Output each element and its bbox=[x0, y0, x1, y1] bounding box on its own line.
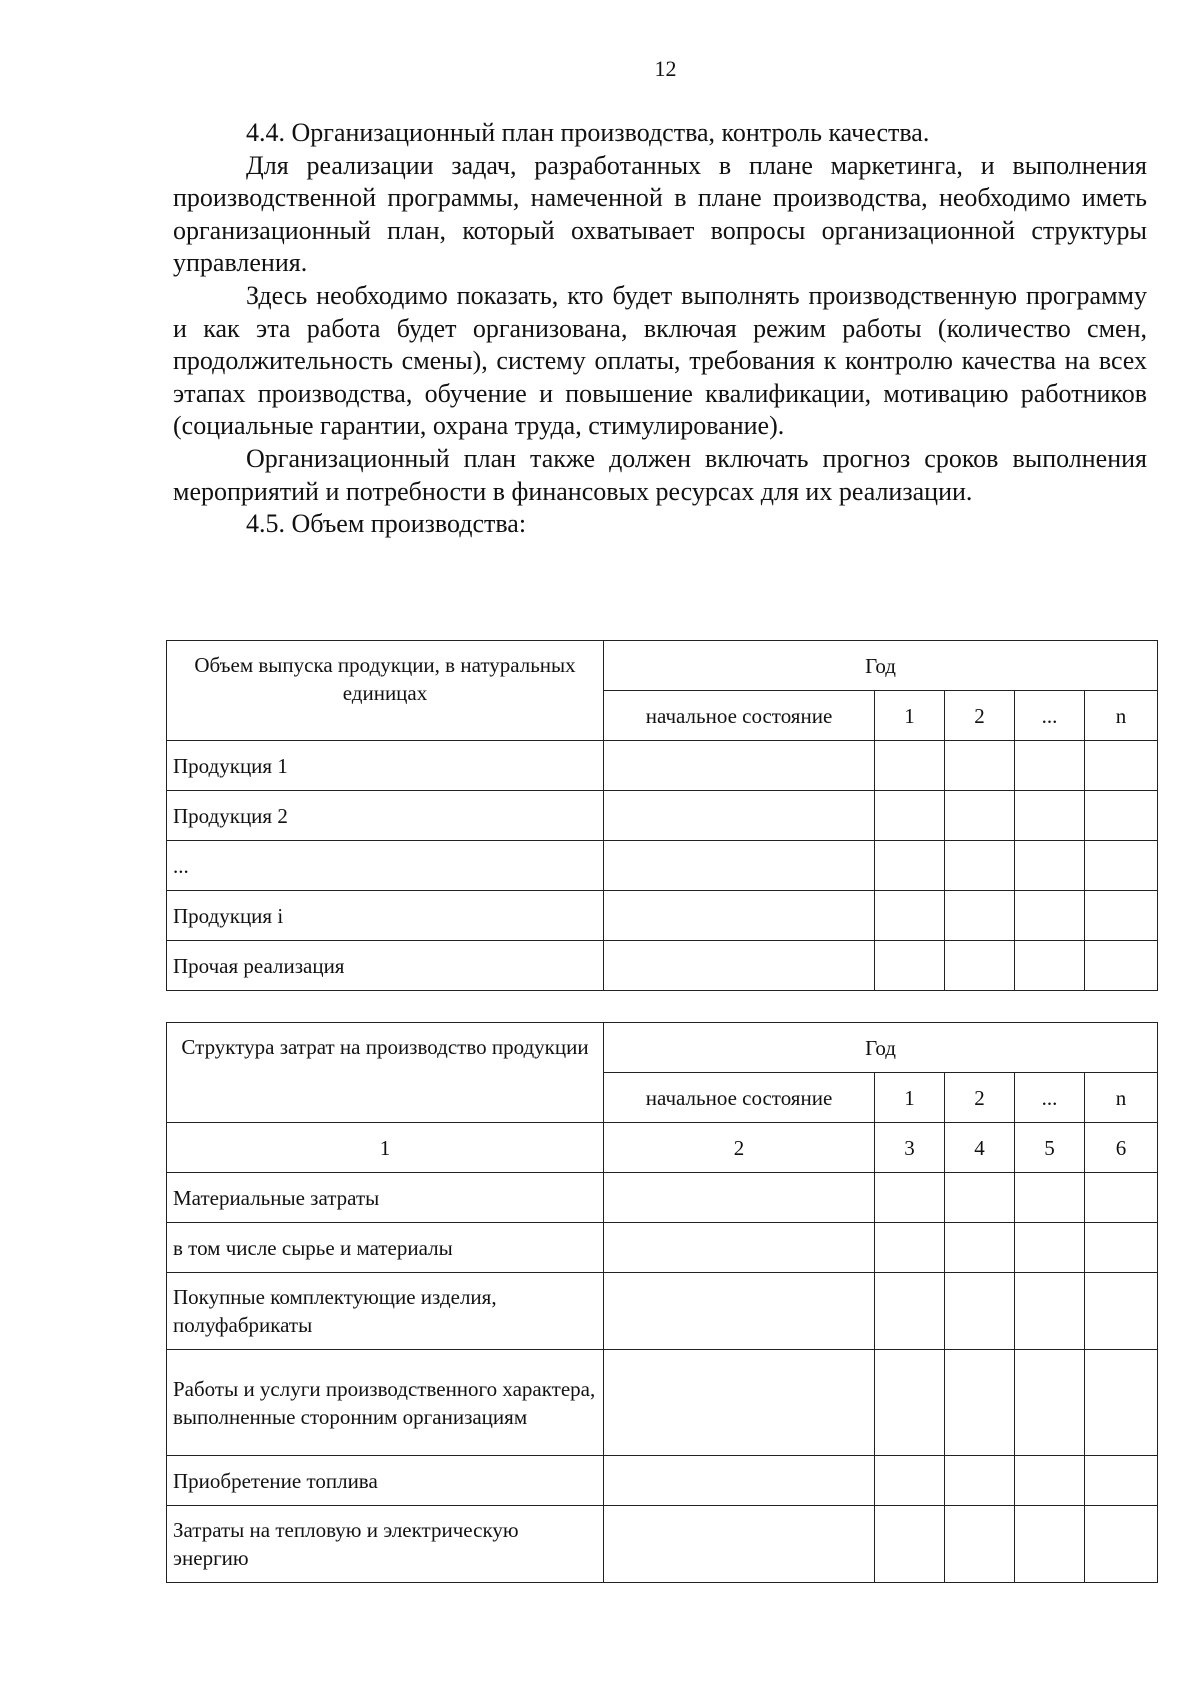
table-cell[interactable] bbox=[1015, 1273, 1085, 1350]
table-cell[interactable] bbox=[875, 1506, 945, 1583]
section-4-4-paragraph-2: Здесь необходимо показать, кто будет выполнять производственную программу и как эта работа будет организована, включая режим работы (количество смен, продолжительность смены), систему оплаты, требования к контролю качества на всех этапах производства, обучение и повышение квалификации, мотивацию работников (социальные гарантии, охрана труда, стимулирование). bbox=[173, 280, 1147, 441]
column-number: 6 bbox=[1085, 1123, 1158, 1173]
table-cell[interactable] bbox=[604, 841, 875, 891]
volume-header-cell: Объем выпуска продукции, в натуральных единицах bbox=[167, 641, 604, 741]
table-cell[interactable] bbox=[875, 1273, 945, 1350]
subheader-year-2: 2 bbox=[945, 691, 1015, 741]
table-cell[interactable] bbox=[875, 1223, 945, 1273]
table-cell[interactable] bbox=[1085, 1173, 1158, 1223]
table-cell[interactable] bbox=[945, 741, 1015, 791]
row-label: Покупные комплектующие изделия, полуфабрикаты bbox=[167, 1273, 604, 1350]
table-cell[interactable] bbox=[1085, 891, 1158, 941]
table-cell[interactable] bbox=[604, 1350, 875, 1456]
table-cell[interactable] bbox=[1085, 1350, 1158, 1456]
row-label: Продукция i bbox=[167, 891, 604, 941]
table-cell[interactable] bbox=[875, 1173, 945, 1223]
table-cell[interactable] bbox=[1015, 1456, 1085, 1506]
table-cell[interactable] bbox=[945, 1456, 1015, 1506]
column-number: 4 bbox=[945, 1123, 1015, 1173]
subheader-ellipsis: ... bbox=[1015, 1073, 1085, 1123]
column-number: 2 bbox=[604, 1123, 875, 1173]
subheader-year-n: n bbox=[1085, 691, 1158, 741]
row-label: ... bbox=[167, 841, 604, 891]
subheader-initial-state: начальное состояние bbox=[604, 1073, 875, 1123]
table-row bbox=[167, 841, 1158, 891]
table-cell[interactable] bbox=[875, 841, 945, 891]
table-row bbox=[167, 1173, 1158, 1223]
row-label: в том числе сырье и материалы bbox=[167, 1223, 604, 1273]
subheader-year-2: 2 bbox=[945, 1073, 1015, 1123]
table-cell[interactable] bbox=[1085, 941, 1158, 991]
table-cell[interactable] bbox=[1015, 791, 1085, 841]
table-cell[interactable] bbox=[875, 891, 945, 941]
table-cell[interactable] bbox=[604, 941, 875, 991]
table-row bbox=[167, 1506, 1158, 1583]
table-cell[interactable] bbox=[604, 1456, 875, 1506]
section-4-4-paragraph-1: Для реализации задач, разработанных в плане маркетинга, и выполнения производственной программы, намеченной в плане производства, необходимо иметь организационный план, который охватывает вопросы организационной структуры управления. bbox=[173, 150, 1147, 278]
table-row bbox=[167, 941, 1158, 991]
table-cell[interactable] bbox=[945, 1223, 1015, 1273]
table-cell[interactable] bbox=[1015, 891, 1085, 941]
subheader-year-n: n bbox=[1085, 1073, 1158, 1123]
table-cell[interactable] bbox=[875, 741, 945, 791]
table-cell[interactable] bbox=[604, 1173, 875, 1223]
table-cell[interactable] bbox=[945, 891, 1015, 941]
subheader-year-1: 1 bbox=[875, 1073, 945, 1123]
row-label: Прочая реализация bbox=[167, 941, 604, 991]
section-4-4-title: 4.4. Организационный план производства, контроль качества. bbox=[246, 118, 930, 147]
production-volume-table bbox=[166, 640, 1158, 991]
table-cell[interactable] bbox=[945, 1350, 1015, 1456]
table-cell[interactable] bbox=[604, 791, 875, 841]
table-cell[interactable] bbox=[875, 941, 945, 991]
section-4-5-title: 4.5. Объем производства: bbox=[246, 509, 527, 539]
row-label: Затраты на тепловую и электрическую энергию bbox=[167, 1506, 604, 1583]
table-cell[interactable] bbox=[1015, 741, 1085, 791]
table-cell[interactable] bbox=[945, 1506, 1015, 1583]
table-cell[interactable] bbox=[1085, 1273, 1158, 1350]
table-cell[interactable] bbox=[945, 941, 1015, 991]
year-header-cell: Год bbox=[604, 1023, 1158, 1073]
table-row bbox=[167, 1273, 1158, 1350]
table-row bbox=[167, 741, 1158, 791]
row-label: Материальные затраты bbox=[167, 1173, 604, 1223]
table-cell[interactable] bbox=[1015, 1173, 1085, 1223]
column-number-row bbox=[167, 1123, 1158, 1173]
table-row bbox=[167, 1223, 1158, 1273]
table-cell[interactable] bbox=[1015, 941, 1085, 991]
table-cell[interactable] bbox=[1085, 1456, 1158, 1506]
table-cell[interactable] bbox=[604, 1223, 875, 1273]
table-cell[interactable] bbox=[604, 891, 875, 941]
table-row bbox=[167, 791, 1158, 841]
table-cell[interactable] bbox=[604, 1506, 875, 1583]
table-row bbox=[167, 891, 1158, 941]
table-cell[interactable] bbox=[945, 841, 1015, 891]
table-cell[interactable] bbox=[604, 1273, 875, 1350]
subheader-initial-state: начальное состояние bbox=[604, 691, 875, 741]
table-header-row bbox=[167, 1023, 1158, 1073]
table-cell[interactable] bbox=[945, 791, 1015, 841]
table-cell[interactable] bbox=[875, 791, 945, 841]
table-cell[interactable] bbox=[1085, 841, 1158, 891]
table-cell[interactable] bbox=[945, 1273, 1015, 1350]
table-row bbox=[167, 1350, 1158, 1456]
table-cell[interactable] bbox=[945, 1173, 1015, 1223]
row-label: Продукция 2 bbox=[167, 791, 604, 841]
table-cell[interactable] bbox=[1085, 1506, 1158, 1583]
row-label: Приобретение топлива bbox=[167, 1456, 604, 1506]
table-cell[interactable] bbox=[1085, 791, 1158, 841]
page-number: 12 bbox=[654, 56, 677, 81]
table-cell[interactable] bbox=[875, 1456, 945, 1506]
body-text bbox=[173, 117, 1147, 541]
table-cell[interactable] bbox=[875, 1350, 945, 1456]
table-cell[interactable] bbox=[1085, 1223, 1158, 1273]
table-cell[interactable] bbox=[604, 741, 875, 791]
year-header-cell: Год bbox=[604, 641, 1158, 691]
table-row bbox=[167, 1456, 1158, 1506]
column-number: 3 bbox=[875, 1123, 945, 1173]
cost-structure-table bbox=[166, 1022, 1158, 1583]
row-label: Продукция 1 bbox=[167, 741, 604, 791]
table-cell[interactable] bbox=[1015, 1223, 1085, 1273]
table-cell[interactable] bbox=[1015, 1506, 1085, 1583]
row-label: Работы и услуги производственного характера, выполненные сторонним организациям bbox=[167, 1350, 604, 1456]
column-number: 5 bbox=[1015, 1123, 1085, 1173]
table-cell[interactable] bbox=[1015, 1350, 1085, 1456]
subheader-year-1: 1 bbox=[875, 691, 945, 741]
cost-structure-header-cell: Структура затрат на производство продукции bbox=[167, 1023, 604, 1123]
subheader-ellipsis: ... bbox=[1015, 691, 1085, 741]
table-header-row bbox=[167, 641, 1158, 691]
column-number: 1 bbox=[167, 1123, 604, 1173]
section-4-4-paragraph-3: Организационный план также должен включать прогноз сроков выполнения мероприятий и потребности в финансовых ресурсах для их реализации. bbox=[173, 443, 1147, 506]
table-cell[interactable] bbox=[1015, 841, 1085, 891]
table-cell[interactable] bbox=[1085, 741, 1158, 791]
